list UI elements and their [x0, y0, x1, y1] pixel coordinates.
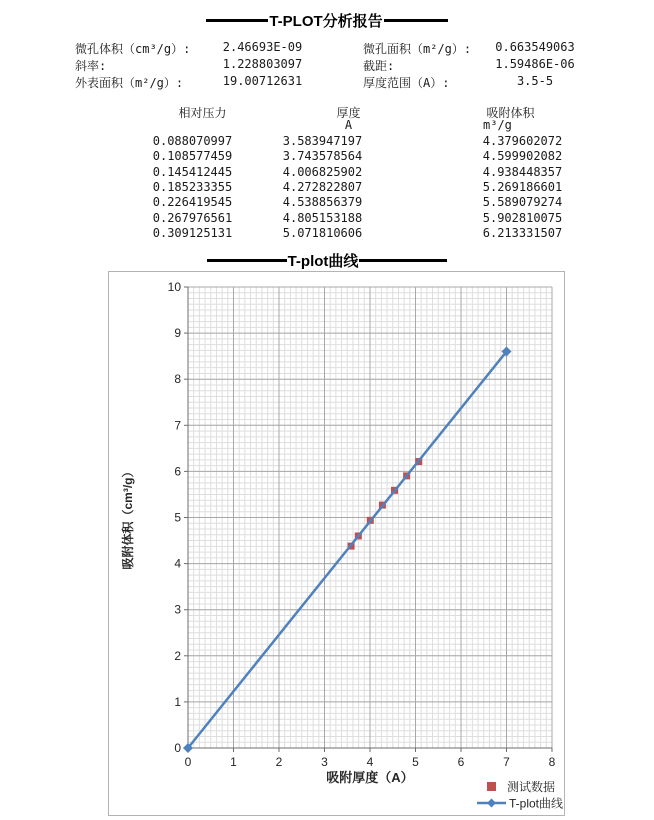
report-title: T-PLOT分析报告: [269, 13, 383, 30]
cell-adsorbed-volume: 4.938448357: [482, 164, 563, 179]
y-tick-label: 6: [174, 464, 181, 479]
chart-border: [109, 272, 565, 816]
y-tick-label: 0: [174, 741, 181, 755]
x-tick-label: 5: [412, 755, 419, 769]
cell-thickness: 4.006825902: [282, 164, 363, 179]
summary-value: 2.46693E-09: [222, 40, 303, 54]
y-tick-label: 5: [174, 510, 181, 525]
cell-relative-pressure: 0.145412445: [152, 164, 233, 179]
cell-relative-pressure: 0.309125131: [152, 226, 233, 241]
y-tick-label: 8: [174, 372, 181, 387]
summary-label: 外表面积（m²/g）:: [75, 76, 184, 90]
summary-value: 1.228803097: [222, 57, 303, 71]
summary-label: 微孔面积（m²/g）:: [363, 42, 472, 56]
table-unit-volume: m³/g: [483, 118, 512, 132]
cell-adsorbed-volume: 5.269186601: [482, 180, 563, 195]
y-tick-label: 7: [174, 418, 181, 433]
summary-label: 截距:: [363, 59, 395, 73]
cell-thickness: 5.071810606: [282, 226, 363, 241]
summary-value: 19.00712631: [222, 74, 303, 88]
y-tick-label: 9: [174, 326, 181, 341]
x-tick-label: 1: [230, 755, 237, 769]
cell-adsorbed-volume: 5.589079274: [482, 195, 563, 210]
table-unit-thickness: A: [344, 118, 353, 132]
x-axis-title: 吸附厚度（A）: [326, 770, 414, 785]
cell-thickness: 3.743578564: [282, 149, 363, 164]
cell-relative-pressure: 0.267976561: [152, 210, 233, 225]
t-plot-chart: [108, 271, 565, 816]
cell-adsorbed-volume: 4.379602072: [482, 134, 563, 148]
x-tick-label: 7: [503, 755, 510, 769]
report-title-row: [0, 10, 654, 31]
chart-title-dash-right: [359, 259, 447, 262]
legend-label-test-data: 测试数据: [507, 780, 556, 794]
y-tick-label: 1: [174, 694, 181, 709]
cell-relative-pressure: 0.108577459: [152, 149, 233, 164]
cell-thickness: 3.583947197: [282, 134, 363, 148]
summary-label: 微孔体积（cm³/g）:: [75, 42, 191, 56]
x-tick-label: 3: [321, 755, 328, 769]
legend-label-tplot-curve: T-plot曲线: [509, 796, 564, 811]
x-tick-label: 8: [548, 755, 556, 769]
cell-relative-pressure: 0.185233355: [152, 180, 233, 195]
x-tick-label: 4: [366, 755, 374, 769]
x-tick-label: 0: [184, 755, 192, 769]
table-header-volume: 吸附体积: [486, 106, 535, 120]
summary-label: 斜率:: [75, 59, 107, 73]
cell-adsorbed-volume: 6.213331507: [482, 226, 563, 241]
summary-value: 0.663549063: [495, 40, 575, 54]
y-tick-label: 3: [174, 602, 181, 617]
y-tick-label: 2: [174, 648, 181, 663]
cell-adsorbed-volume: 4.599902082: [482, 149, 563, 164]
x-tick-label: 6: [457, 755, 465, 769]
summary-label: 厚度范围（A）:: [363, 76, 450, 90]
summary-value: 1.59486E-06: [495, 57, 575, 71]
table-header-pressure: 相对压力: [178, 106, 227, 120]
title-dash-right: [384, 19, 448, 22]
table-header-thickness: 厚度: [336, 106, 361, 120]
legend-diamond-marker: [487, 799, 496, 808]
y-axis-title: 吸附体积（cm³/g）: [121, 465, 135, 570]
cell-thickness: 4.805153188: [282, 210, 363, 225]
summary-value: 3.5-5: [516, 74, 554, 88]
y-tick-label: 10: [167, 280, 181, 294]
cell-adsorbed-volume: 5.902810075: [482, 210, 563, 225]
legend-square-marker: [487, 782, 496, 791]
y-tick-label: 4: [174, 556, 181, 571]
title-dash-left: [206, 19, 268, 22]
chart-title-row: [0, 250, 654, 271]
chart-title-dash-left: [207, 259, 287, 262]
cell-thickness: 4.538856379: [282, 195, 363, 210]
cell-relative-pressure: 0.088070997: [152, 134, 233, 148]
cell-thickness: 4.272822807: [282, 180, 363, 195]
cell-relative-pressure: 0.226419545: [152, 195, 233, 210]
x-tick-label: 2: [275, 755, 283, 769]
chart-title: T-plot曲线: [287, 253, 359, 270]
